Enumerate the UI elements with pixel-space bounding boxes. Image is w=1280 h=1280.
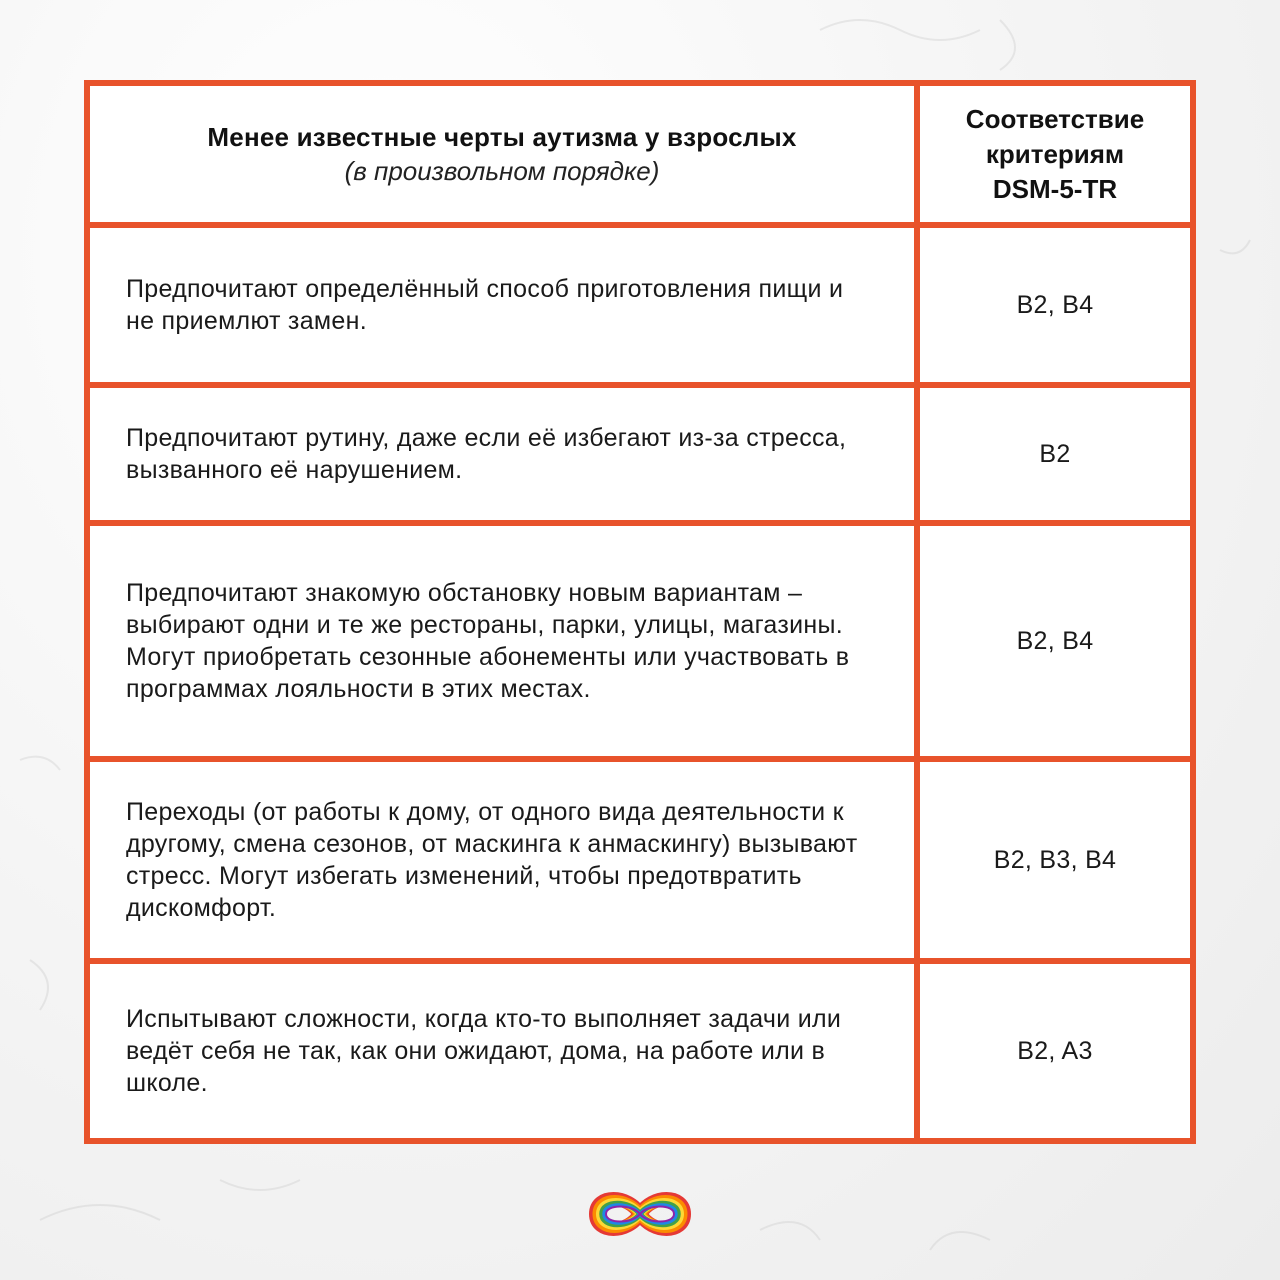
trait-text: Переходы (от работы к дому, от одного вида деятельности к другому, смена сезонов, от маскинга к анмаскингу) вызывают стресс. Могут избегать изменений, чтобы предотвратить дискомфорт. xyxy=(126,798,858,922)
criteria-text: B2, B4 xyxy=(1016,627,1094,655)
header-criteria-cell xyxy=(920,86,1190,228)
criteria-text: B2, B4 xyxy=(1016,291,1094,319)
table-row-criteria xyxy=(920,526,1190,762)
criteria-text: B2, B3, B4 xyxy=(993,846,1117,874)
table-row-trait xyxy=(90,526,920,762)
table-row-criteria xyxy=(920,228,1190,388)
table-subtitle: (в произвольном порядке) xyxy=(344,156,660,186)
criteria-column-header: Соответствие критериям DSM-5-TR xyxy=(965,103,1145,204)
trait-text: Предпочитают рутину, даже если её избегают из-за стресса, вызванного её нарушением. xyxy=(126,424,847,484)
header-traits-cell xyxy=(90,86,920,228)
trait-text: Предпочитают определённый способ приготовления пищи и не приемлют замен. xyxy=(126,275,844,335)
trait-text: Испытывают сложности, когда кто-то выполняет задачи или ведёт себя не так, как они ожидают, дома, на работе или в школе. xyxy=(126,1005,842,1097)
traits-table xyxy=(84,80,1196,1144)
table-row-criteria xyxy=(920,964,1190,1138)
table-title: Менее известные черты аутизма у взрослых xyxy=(207,122,797,152)
table-row-trait xyxy=(90,762,920,964)
table-row-trait xyxy=(90,964,920,1138)
rainbow-infinity-icon xyxy=(588,1186,692,1242)
table-row-trait xyxy=(90,388,920,526)
table-row-trait xyxy=(90,228,920,388)
criteria-text: B2, A3 xyxy=(1017,1037,1093,1065)
trait-text: Предпочитают знакомую обстановку новым вариантам – выбирают одни и те же рестораны, парки, улицы, магазины. Могут приобретать сезонные абонементы или участвовать в программах лояльности в этих местах. xyxy=(126,579,850,703)
table-row-criteria xyxy=(920,388,1190,526)
table-row-criteria xyxy=(920,762,1190,964)
criteria-text: B2 xyxy=(1039,440,1071,468)
